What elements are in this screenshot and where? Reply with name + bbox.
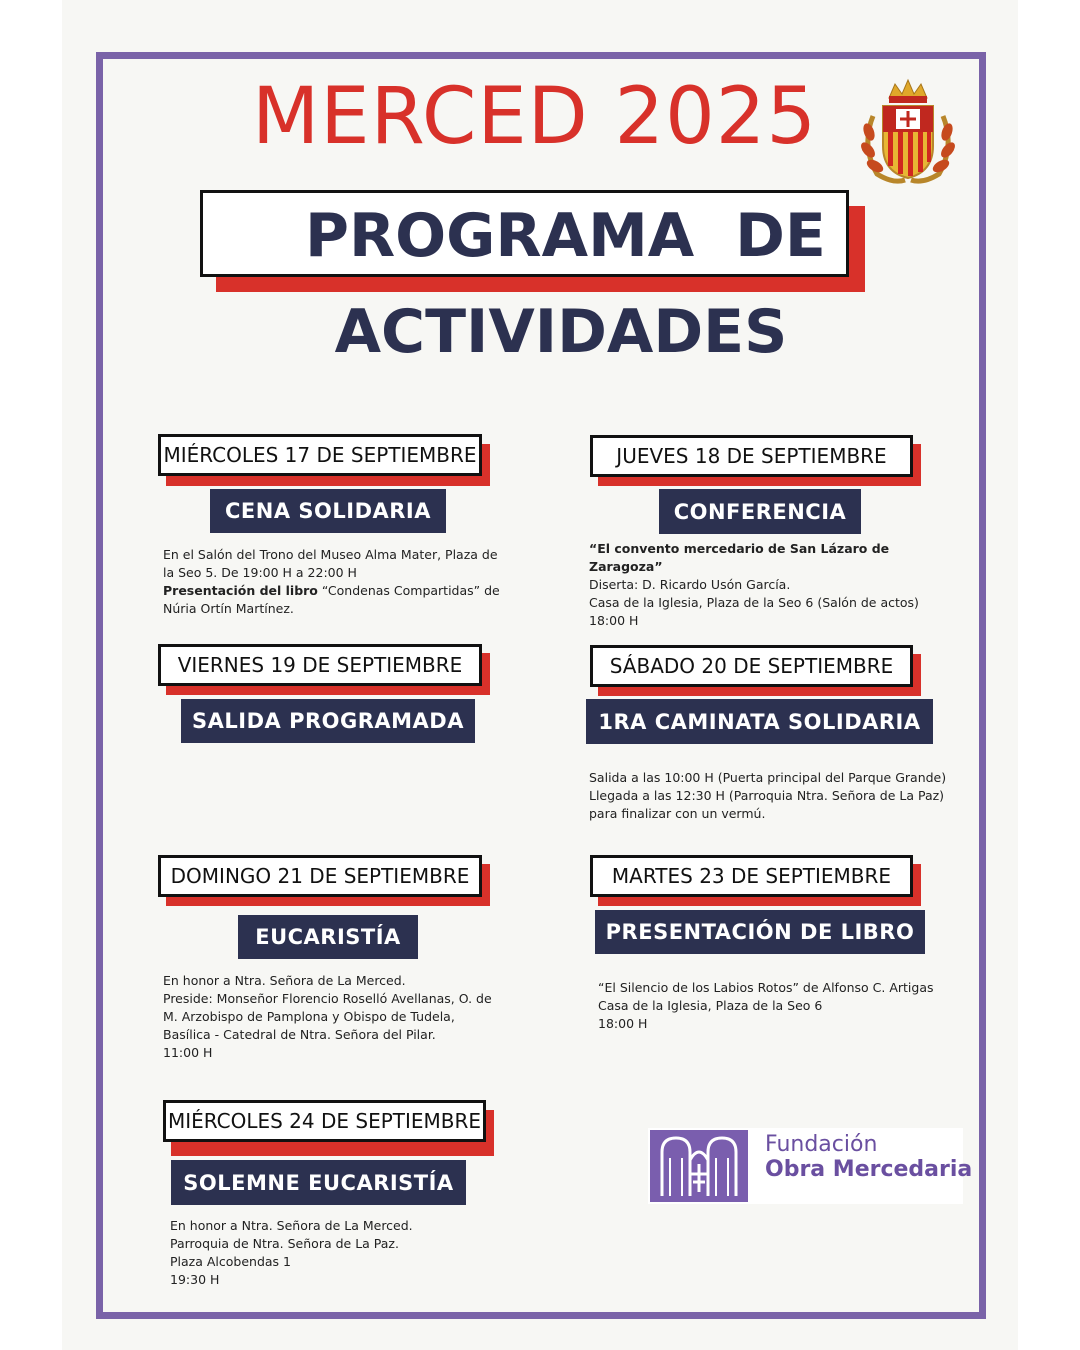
description-line: la Seo 5. De 19:00 H a 22:00 H bbox=[163, 565, 357, 580]
description-line: Casa de la Iglesia, Plaza de la Seo 6 (Salón de actos) bbox=[589, 595, 919, 610]
description-line: Diserta: D. Ricardo Usón García. bbox=[589, 577, 791, 592]
event-label-cena-solidaria: CENA SOLIDARIA bbox=[210, 489, 446, 533]
actividades-heading: ACTIVIDADES bbox=[334, 297, 788, 367]
fundacion-logo-icon bbox=[650, 1130, 748, 1202]
description-line: 11:00 H bbox=[163, 1045, 213, 1060]
description-line: En el Salón del Trono del Museo Alma Mater, Plaza de bbox=[163, 547, 498, 562]
description-line: Parroquia de Ntra. Señora de La Paz. bbox=[170, 1236, 399, 1251]
description-line: M. Arzobispo de Pamplona y Obispo de Tudela, bbox=[163, 1009, 455, 1024]
description-title-line: “El convento mercedario de San Lázaro de bbox=[589, 541, 890, 556]
day-heading-wed-24: MIÉRCOLES 24 DE SEPTIEMBRE bbox=[163, 1100, 486, 1142]
day-heading-wed-17: MIÉRCOLES 17 DE SEPTIEMBRE bbox=[158, 434, 482, 476]
event-label-solemne-eucaristia: SOLEMNE EUCARISTÍA bbox=[171, 1160, 466, 1205]
description-line: “El Silencio de los Labios Rotos” de Alfonso C. Artigas bbox=[598, 980, 934, 995]
event-label-eucaristia: EUCARISTÍA bbox=[238, 915, 418, 959]
description-line: Basílica - Catedral de Ntra. Señora del Pilar. bbox=[163, 1027, 436, 1042]
day-heading-thu-18: JUEVES 18 DE SEPTIEMBRE bbox=[590, 435, 913, 477]
event-label-presentacion-libro: PRESENTACIÓN DE LIBRO bbox=[595, 910, 925, 954]
logo-text-line1: Fundación bbox=[765, 1132, 878, 1157]
description-line: En honor a Ntra. Señora de La Merced. bbox=[163, 973, 406, 988]
description-title bbox=[589, 540, 919, 558]
poster-title: MERCED 2025 bbox=[252, 72, 817, 162]
event-description bbox=[163, 972, 492, 1062]
description-line: Preside: Monseñor Florencio Roselló Avellanas, O. de bbox=[163, 991, 492, 1006]
description-line: Salida a las 10:00 H (Puerta principal del Parque Grande) bbox=[589, 770, 947, 785]
fundacion-logo bbox=[648, 1128, 973, 1204]
event-label-salida-programada: SALIDA PROGRAMADA bbox=[181, 699, 475, 743]
description-line: Plaza Alcobendas 1 bbox=[170, 1254, 291, 1269]
book-bold-text: Presentación del libro bbox=[163, 583, 318, 598]
logo-text-line2: Obra Mercedaria bbox=[765, 1157, 973, 1182]
book-rest-text: “Condenas Compartidas” de bbox=[317, 583, 500, 598]
event-description bbox=[598, 979, 934, 1033]
event-description bbox=[589, 540, 919, 630]
description-title bbox=[589, 558, 919, 576]
day-heading-tue-23: MARTES 23 DE SEPTIEMBRE bbox=[590, 855, 913, 897]
day-heading-sun-21: DOMINGO 21 DE SEPTIEMBRE bbox=[158, 855, 482, 897]
event-description bbox=[163, 546, 500, 618]
description-title-line: Zaragoza” bbox=[589, 559, 663, 574]
description-line bbox=[163, 582, 500, 600]
event-description bbox=[589, 769, 946, 823]
description-line: 19:30 H bbox=[170, 1272, 220, 1287]
coat-of-arms-icon bbox=[855, 76, 961, 184]
event-label-conferencia: CONFERENCIA bbox=[659, 489, 861, 534]
description-line: 18:00 H bbox=[598, 1016, 648, 1031]
description-line: 18:00 H bbox=[589, 613, 639, 628]
day-heading-sat-20: SÁBADO 20 DE SEPTIEMBRE bbox=[590, 645, 913, 687]
description-line: Llegada a las 12:30 H (Parroquia Ntra. Señora de La Paz) bbox=[589, 788, 945, 803]
description-line: En honor a Ntra. Señora de La Merced. bbox=[170, 1218, 413, 1233]
event-label-caminata-solidaria: 1RA CAMINATA SOLIDARIA bbox=[586, 699, 933, 744]
event-description bbox=[170, 1217, 413, 1289]
description-line: Casa de la Iglesia, Plaza de la Seo 6 bbox=[598, 998, 823, 1013]
description-line: para finalizar con un vermú. bbox=[589, 806, 766, 821]
description-line: Núria Ortín Martínez. bbox=[163, 601, 294, 616]
programa-heading: PROGRAMA DE bbox=[305, 201, 826, 271]
day-heading-fri-19: VIERNES 19 DE SEPTIEMBRE bbox=[158, 644, 482, 686]
